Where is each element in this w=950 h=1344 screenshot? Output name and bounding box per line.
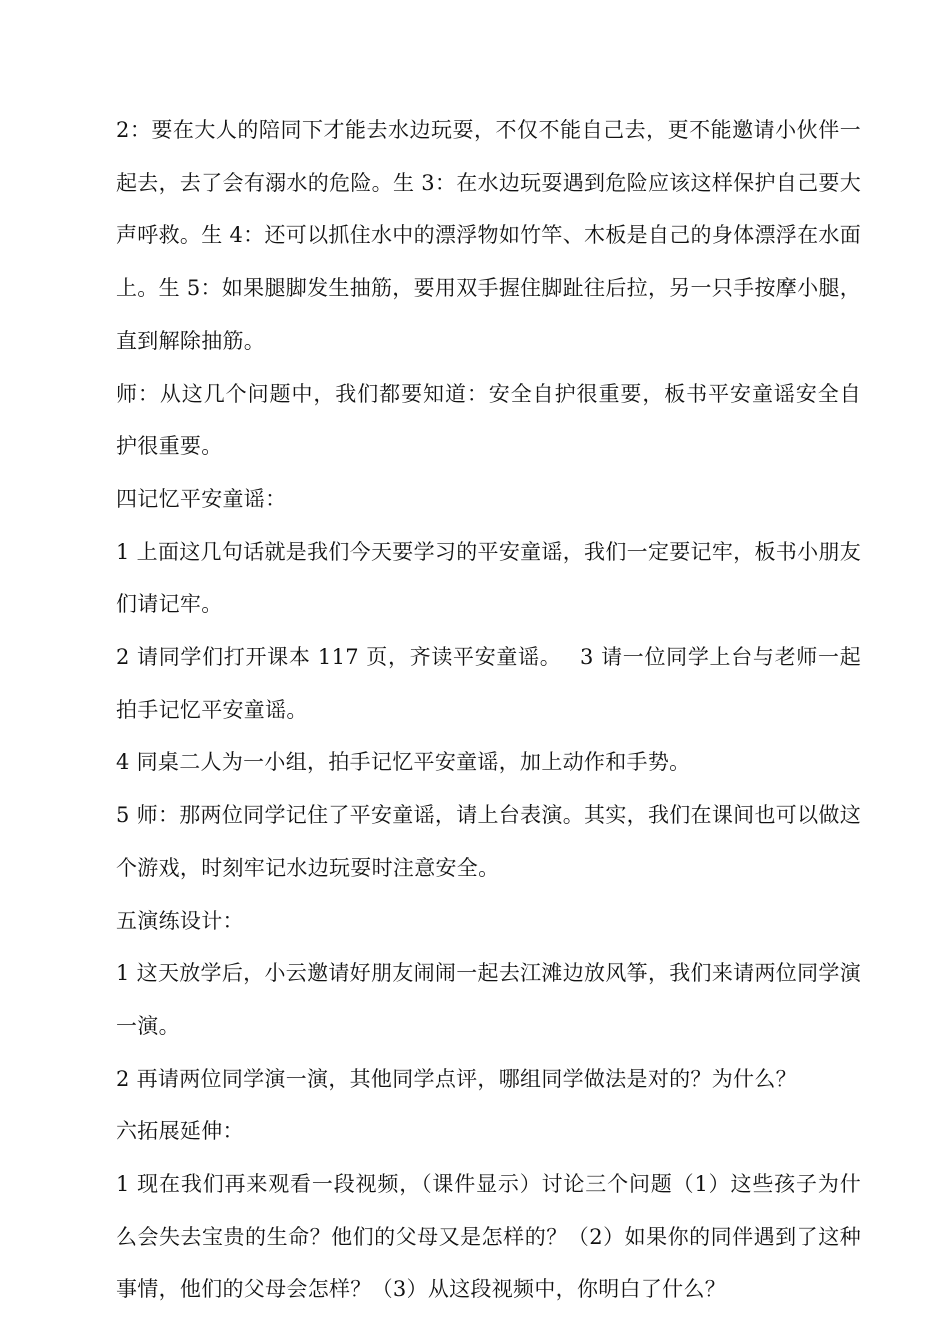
paragraph-memorize-step-2-3: 2 请同学们打开课本 117 页，齐读平安童谣。 3 请一位同学上台与老师一起拍手记忆平安童谣。: [116, 645, 861, 722]
document-body: [116, 104, 861, 1316]
section-heading-practice: 五演练设计：: [116, 908, 244, 933]
section-heading-extension: 六拓展延伸：: [116, 1119, 244, 1144]
paragraph-memorize-step-1: 1 上面这几句话就是我们今天要学习的平安童谣，我们一定要记牢，板书小朋友们请记牢。: [116, 539, 861, 617]
paragraph-teacher-summary: 师：从这几个问题中，我们都要知道：安全自护很重要，板书平安童谣安全自护很重要。: [116, 381, 861, 459]
paragraph-practice-step-1: 1 这天放学后，小云邀请好朋友闹闹一起去江滩边放风筝，我们来请两位同学演一演。: [116, 961, 861, 1038]
paragraph-memorize-step-5: 5 师：那两位同学记住了平安童谣，请上台表演。其实，我们在课间也可以做这个游戏，时刻牢记水边玩耍时注意安全。: [116, 803, 861, 880]
paragraph-practice-step-2: 2 再请两位同学演一演，其他同学点评，哪组同学做法是对的？为什么？: [116, 1066, 797, 1091]
paragraph-memorize-step-4: 4 同桌二人为一小组，拍手记忆平安童谣，加上动作和手势。: [116, 750, 691, 775]
section-heading-memorize: 四记忆平安童谣：: [116, 486, 287, 511]
paragraph-student-answers: 2：要在大人的陪同下才能去水边玩耍，不仅不能自己去，更不能邀请小伙伴一起去，去了会有溺水的危险。生 3：在水边玩耍遇到危险应该这样保护自己要大声呼救。生 4：还可以抓住水中的漂浮物如竹竿、木板是自己的身体漂浮在水面上。生 5：如果腿脚发生抽筋，要用双手握住脚趾往后拉，另一只手按摩小腿，直到解除抽筋。: [116, 118, 861, 353]
paragraph-extension-step-1: 1 现在我们再来观看一段视频，（课件显示）讨论三个问题（1）这些孩子为什么会失去宝贵的生命？他们的父母又是怎样的？（2）如果你的同伴遇到了这种事情，他们的父母会怎样？（3）从这段视频中，你明白了什么？: [116, 1172, 861, 1302]
